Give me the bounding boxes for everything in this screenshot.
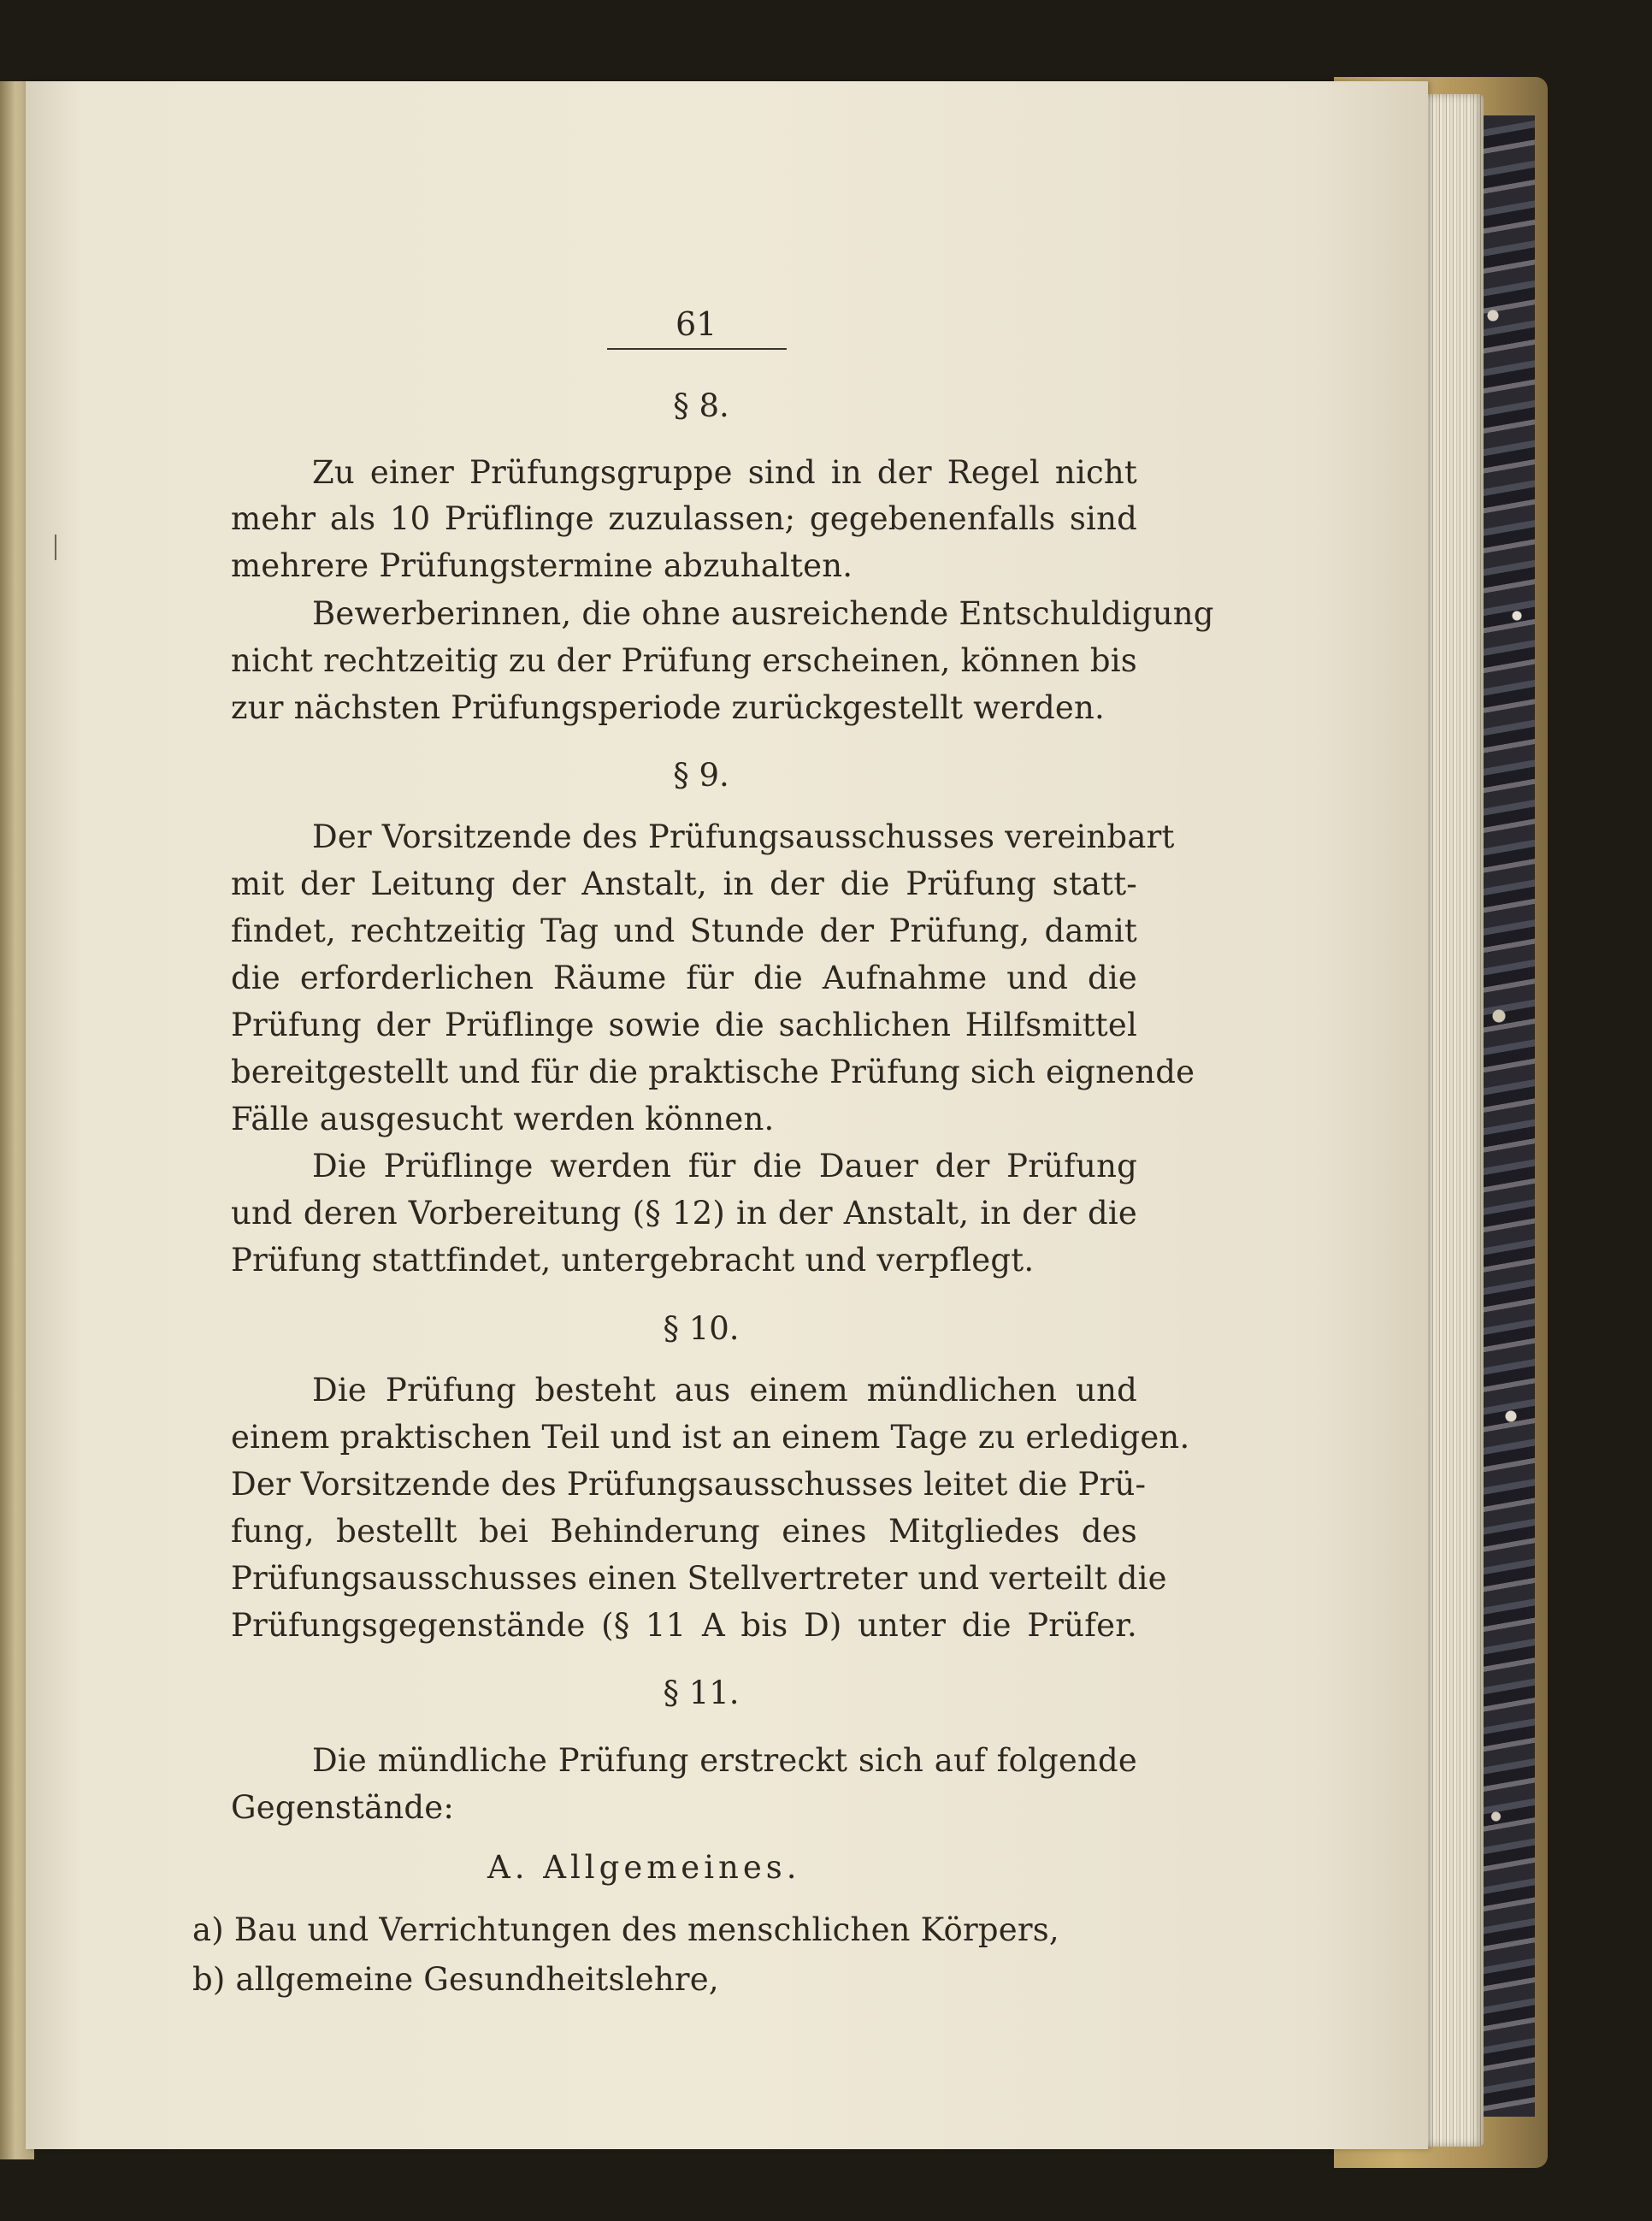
text-line: Prüfung stattfindet, untergebracht und verpflegt. [231, 1242, 1035, 1279]
text-line: fung, bestellt bei Behinderung eines Mitgliedes des [231, 1513, 1137, 1550]
text-line: Der Vorsitzende des Prüfungsausschusses vereinbart [312, 818, 1175, 855]
section-heading: § 10. [663, 1310, 740, 1347]
text-line: Prüfung der Prüflinge sowie die sachlichen Hilfsmittel [231, 1007, 1137, 1043]
text-line: Bewerberinnen, die ohne ausreichende Entschuldigung [312, 595, 1214, 632]
text-line: die erforderlichen Räume für die Aufnahme und die [231, 960, 1137, 996]
text-line: bereitgestellt und für die praktische Prüfung sich eignende [231, 1054, 1195, 1090]
subheading: A. Allgemeines. [487, 1849, 801, 1886]
section-heading: § 11. [663, 1675, 740, 1711]
text-line: Die Prüflinge werden für die Dauer der Prüfung [312, 1148, 1137, 1184]
text-line: nicht rechtzeitig zu der Prüfung erscheinen, können bis [231, 642, 1137, 679]
marbled-edge [1475, 115, 1535, 2117]
text-line: Die Prüfung besteht aus einem mündlichen und [312, 1372, 1137, 1409]
section-heading: § 8. [673, 387, 729, 424]
list-item: b) allgemeine Gesundheitslehre, [192, 1961, 719, 1998]
text-line: Prüfungsgegenstände (§ 11 A bis D) unter die Prüfer. [231, 1607, 1137, 1644]
text-line: mit der Leitung der Anstalt, in der die Prüfung statt- [231, 865, 1137, 902]
section-heading: § 9. [673, 757, 729, 794]
text-line: mehr als 10 Prüflinge zuzulassen; gegebenenfalls sind [231, 500, 1137, 537]
text-line: Fälle ausgesucht werden können. [231, 1101, 775, 1137]
text-line: mehrere Prüfungstermine abzuhalten. [231, 547, 853, 584]
text-line: Prüfungsausschusses einen Stellvertreter und verteilt die [231, 1560, 1167, 1597]
text-line: einem praktischen Teil und ist an einem Tage zu erledigen. [231, 1419, 1190, 1456]
text-line: und deren Vorbereitung (§ 12) in der Anstalt, in der die [231, 1195, 1137, 1232]
text-line: findet, rechtzeitig Tag und Stunde der Prüfung, damit [231, 913, 1137, 949]
text-line: Gegenstände: [231, 1789, 455, 1826]
list-item: a) Bau und Verrichtungen des menschlichen Körpers, [192, 1911, 1059, 1948]
book-page [26, 81, 1428, 2149]
page-number: 61 [676, 305, 717, 343]
header-rule [607, 348, 787, 350]
text-line: Zu einer Prüfungsgruppe sind in der Regel nicht [312, 454, 1137, 491]
text-line: Der Vorsitzende des Prüfungsausschusses leitet die Prü- [231, 1466, 1147, 1503]
gutter-mark [55, 535, 56, 560]
text-line: zur nächsten Prüfungsperiode zurückgestellt werden. [231, 689, 1105, 726]
text-line: Die mündliche Prüfung erstreckt sich auf folgende [312, 1742, 1137, 1779]
